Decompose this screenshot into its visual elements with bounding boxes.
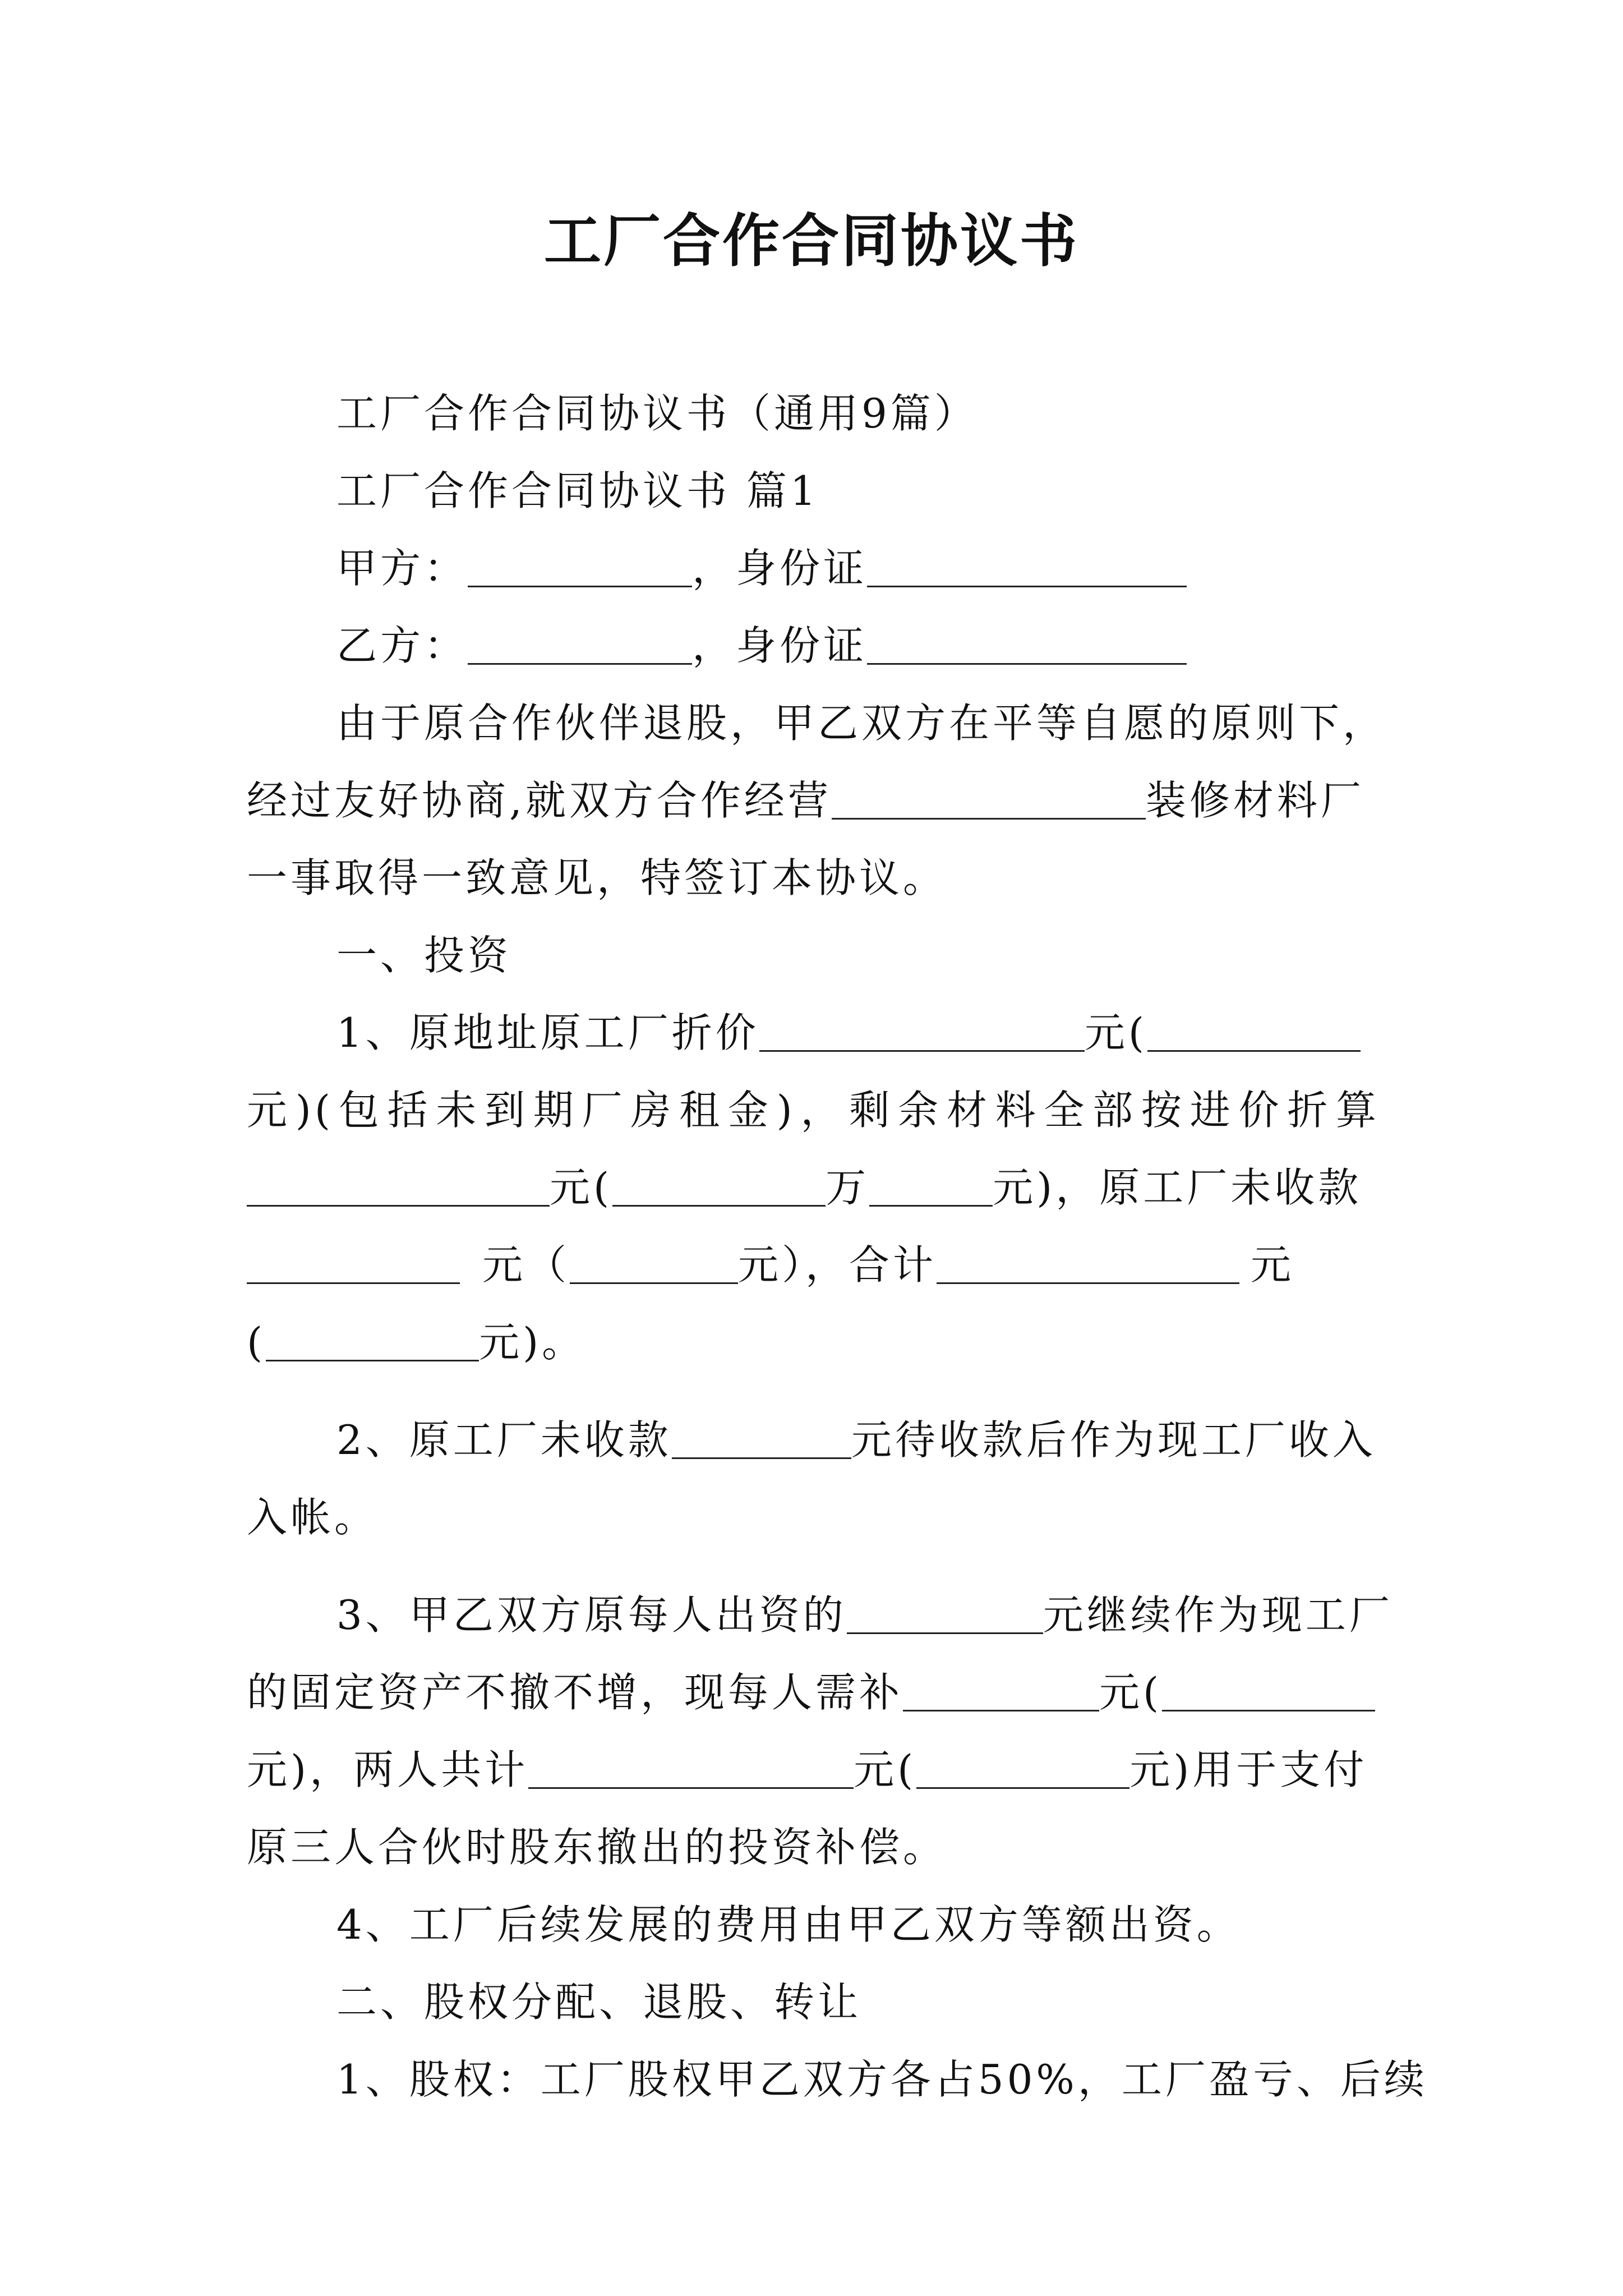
section-heading [247,917,1380,994]
fill-blank [759,1011,1085,1051]
clause-line [247,1401,1380,1479]
paragraph-line [247,1226,1380,1304]
text: 元（ [482,1241,570,1289]
text: 工厂合作合同协议书 篇1 [336,467,819,514]
fill-blank [468,547,692,587]
paragraph-line [247,1731,1380,1809]
doc-subtitle [247,375,1380,452]
paragraph-line [247,1304,1380,1381]
text: 元( [550,1164,613,1211]
text: 一事取得一致意见，特签订本协议。 [247,854,947,901]
clause-line [247,2041,1428,2118]
fill-blank [903,1671,1099,1711]
text: 4、工厂后续发展的费用由甲乙双方等额出资。 [336,1901,1241,1948]
text: 元)(包括未到期厂房租金)，剩余材料全部按进价折算 [247,1087,1380,1134]
text: 1、股权：工厂股权甲乙双方各占50%，工厂盈亏、后续 [336,2056,1428,2103]
fill-blank [916,1749,1129,1788]
fill-blank [266,1321,479,1361]
text: 1、原地址原工厂折价 [336,1009,759,1056]
text: 二、股权分配、退股、转让 [336,1978,862,2026]
clause-line [247,1886,1380,1963]
document-title: 工厂合作合同协议书 [544,208,1079,275]
fill-blank [937,1244,1239,1283]
text: 一、投资 [336,932,512,979]
section-heading [247,1963,1380,2041]
fill-blank [867,624,1187,664]
text: 元( [1084,1009,1147,1056]
paragraph-line [247,1809,1380,1886]
text: 入帐。 [247,1494,379,1541]
text: 万 [826,1164,870,1211]
text: 元( [1099,1669,1163,1716]
text: 原三人合伙时股东撤出的投资补偿。 [247,1824,947,1871]
fill-blank [528,1749,854,1788]
text: 元)，两人共计 [247,1746,529,1793]
paragraph-line [247,1071,1380,1149]
paragraph-line [247,839,1380,917]
text: 元)用于支付 [1129,1746,1368,1793]
paragraph-line [247,1479,1380,1556]
paragraph-line [247,1149,1380,1226]
fill-blank [1162,1671,1375,1711]
text: ( [247,1319,266,1366]
party-b-line [247,607,1380,684]
text: 工厂合作合同协议书（通用9篇） [336,390,978,437]
fill-blank [847,1594,1043,1634]
section-heading [247,452,1380,530]
fill-blank [869,1166,993,1206]
text: 元），合计 [738,1241,937,1289]
label: ，身份证 [692,545,868,592]
paragraph-line [247,684,1387,762]
fill-blank [612,1166,826,1206]
text: 元( [854,1746,917,1793]
label: ，身份证 [692,622,868,669]
text: 元)。 [479,1319,586,1366]
clause-line [247,1576,1393,1654]
fill-blank [468,624,692,664]
paragraph-line [247,762,1380,839]
text: 装修材料厂 [1145,777,1364,824]
fill-blank [247,1166,550,1206]
text: 的固定资产不撤不增，现每人需补 [247,1669,903,1716]
party-a-line [247,530,1380,607]
text: 由于原合作伙伴退股，甲乙双方在平等自愿的原则下， [336,700,1387,747]
text: 元 [1251,1241,1295,1289]
fill-blank [867,547,1187,587]
label: 甲方： [336,545,468,592]
fill-blank [832,779,1146,819]
fill-blank [570,1244,738,1283]
paragraph-line [247,1654,1380,1731]
fill-blank [247,1244,460,1283]
clause-line [247,994,1380,1071]
text: 元继续作为现工厂 [1043,1591,1393,1639]
text: 元待收款后作为现工厂收入 [851,1416,1376,1464]
text: 经过友好协商,就双方合作经营 [247,777,832,824]
text: 2、原工厂未收款 [336,1416,672,1464]
text: 元)，原工厂未收款 [993,1164,1362,1211]
text: 3、甲乙双方原每人出资的 [336,1591,847,1639]
fill-blank [1147,1011,1361,1051]
label: 乙方： [336,622,468,669]
fill-blank [672,1419,851,1458]
